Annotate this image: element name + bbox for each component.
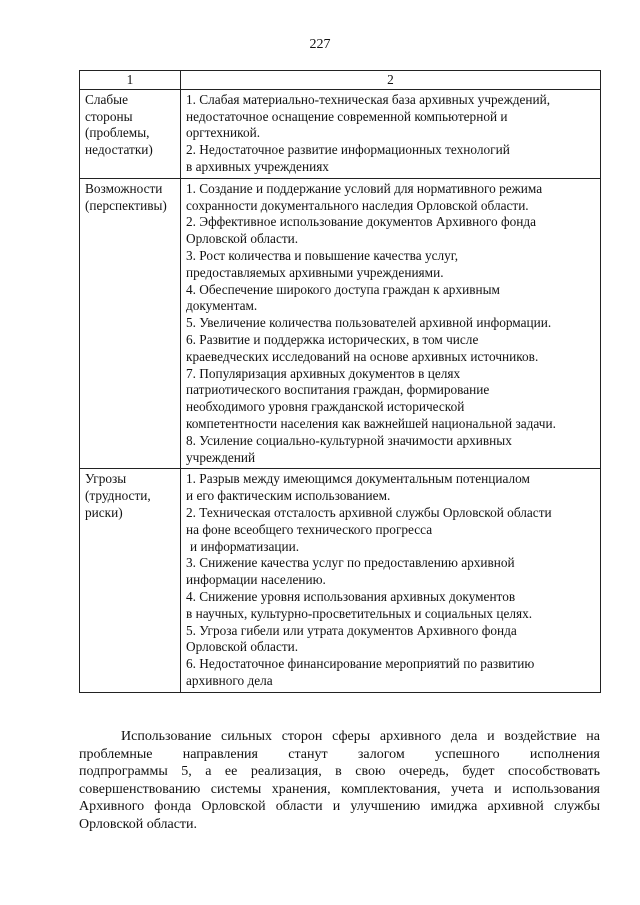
table-row-weaknesses: [80, 89, 601, 178]
content-line: 8. Усиление социально-культурной значимости архивных: [186, 432, 512, 448]
content-line: патриотического воспитания граждан, формирование: [186, 382, 490, 398]
row-label-opportunities: [80, 178, 181, 469]
content-line: 1. Разрыв между имеющимся документальным потенциалом: [186, 471, 530, 487]
column-header-2: 2: [181, 71, 601, 90]
page-number: 227: [309, 37, 331, 52]
content-line: в научных, культурно-просветительных и социальных целях.: [186, 605, 533, 621]
content-line: необходимого уровня гражданской исторической: [186, 399, 465, 415]
content-line: 1. Создание и поддержание условий для нормативного режима: [186, 180, 543, 196]
swot-table: [79, 70, 601, 693]
label-line: (проблемы,: [85, 125, 150, 141]
content-line: на фоне всеобщего технического прогресса: [186, 521, 433, 537]
content-line: 2. Эффективное использование документов Архивного фонда: [186, 214, 537, 230]
paragraph-line: проблемные направления станут залогом успешного исполнения: [79, 746, 600, 762]
content-line: 2. Техническая отсталость архивной службы Орловской области: [186, 504, 552, 520]
label-line: (перспективы): [85, 197, 167, 213]
content-line: и информатизации.: [190, 538, 300, 554]
content-line: архивного дела: [186, 672, 273, 688]
content-line: 3. Снижение качества услуг по предоставлению архивной: [186, 555, 515, 571]
content-line: 4. Снижение уровня использования архивных документов: [186, 588, 516, 604]
content-line: Орловской области.: [186, 639, 299, 655]
paragraph-line: подпрограммы 5, а ее реализация, в свою очередь, будет способствовать: [79, 764, 600, 780]
label-line: Угрозы: [85, 471, 127, 487]
content-line: 4. Обеспечение широкого доступа граждан к архивным: [186, 281, 500, 297]
content-line: и его фактическим использованием.: [186, 488, 391, 504]
label-line: Слабые: [85, 91, 129, 107]
content-line: 5. Увеличение количества пользователей архивной информации.: [186, 315, 552, 331]
row-content-weaknesses: [181, 89, 601, 178]
conclusion-paragraph: [79, 728, 600, 834]
content-line: информации населению.: [186, 572, 326, 588]
content-line: 7. Популяризация архивных документов в целях: [186, 365, 461, 381]
content-line: 3. Рост количества и повышение качества услуг,: [186, 247, 459, 263]
table-row-opportunities: [80, 178, 601, 469]
row-content-threats: [181, 469, 601, 692]
label-line: риски): [85, 504, 123, 520]
label-line: недостатки): [85, 142, 153, 158]
content-line: 6. Развитие и поддержка исторических, в том числе: [186, 331, 479, 347]
content-line: Орловской области.: [186, 231, 299, 247]
content-line: недостаточное оснащение современной компьютерной и: [186, 108, 508, 124]
paragraph-line: совершенствованию системы хранения, комплектования, учета и использования: [79, 781, 600, 797]
content-line: учреждений: [186, 449, 256, 465]
table-header-row: [80, 71, 601, 90]
content-line: в архивных учреждениях: [186, 158, 329, 174]
label-line: Возможности: [85, 180, 163, 196]
paragraph-line: Использование сильных сторон сферы архивного дела и воздействие на: [121, 729, 600, 744]
content-line: компетентности населения как важнейшей национальной задачи.: [186, 415, 556, 431]
column-header-1: 1: [80, 71, 181, 90]
paragraph-line: Архивного фонда Орловской области и улучшению имиджа архивной службы: [79, 799, 600, 815]
content-line: сохранности документального наследия Орловской области.: [186, 197, 529, 213]
row-content-opportunities: [181, 178, 601, 469]
row-label-weaknesses: [80, 89, 181, 178]
content-line: документам.: [186, 298, 258, 314]
table-row-threats: [80, 469, 601, 692]
content-line: 1. Слабая материально-техническая база архивных учреждений,: [186, 91, 551, 107]
content-line: оргтехникой.: [186, 125, 261, 141]
row-label-threats: [80, 469, 181, 692]
label-line: стороны: [85, 108, 133, 124]
paragraph-line: Орловской области.: [79, 816, 198, 832]
content-line: 5. Угроза гибели или утрата документов Архивного фонда: [186, 622, 517, 638]
content-line: краеведческих исследований на основе архивных источников.: [186, 348, 539, 364]
content-line: 6. Недостаточное финансирование мероприятий по развитию: [186, 656, 535, 672]
content-line: 2. Недостаточное развитие информационных технологий: [186, 142, 510, 158]
label-line: (трудности,: [85, 488, 151, 504]
content-line: предоставляемых архивными учреждениями.: [186, 264, 444, 280]
